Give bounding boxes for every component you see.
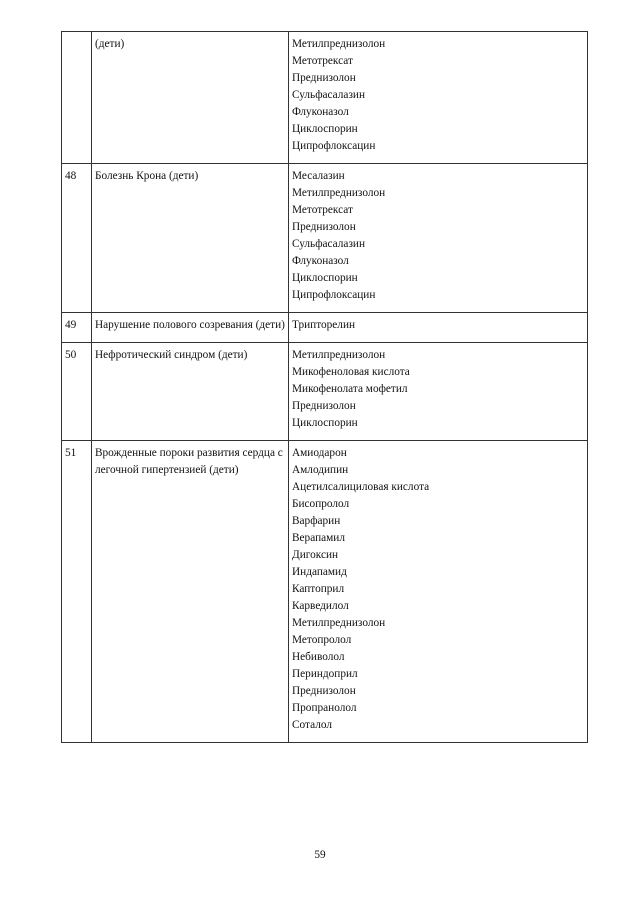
disease-name: Нефротический синдром (дети)	[95, 349, 248, 361]
drug-item: Соталол	[292, 719, 332, 731]
drug-item: Преднизолон	[292, 685, 356, 697]
disease-name: Болезнь Крона (дети)	[95, 170, 199, 182]
drug-item: Циклоспорин	[292, 417, 358, 429]
drug-item: Преднизолон	[292, 72, 356, 84]
row-number-cell	[62, 32, 92, 164]
drug-item: Преднизолон	[292, 400, 356, 412]
table-row	[62, 164, 588, 313]
disease-name: Нарушение полового созревания (дети)	[95, 319, 285, 331]
drug-item: Амлодипин	[292, 464, 349, 476]
disease-name: Врожденные пороки развития сердца с легочной гипертензией (дети)	[95, 447, 283, 476]
drug-item: Амиодарон	[292, 447, 347, 459]
disease-name-cell	[92, 164, 289, 313]
drug-item: Метилпреднизолон	[292, 38, 386, 50]
table-row	[62, 343, 588, 441]
table-row	[62, 32, 588, 164]
row-number-cell	[62, 343, 92, 441]
row-number-cell	[62, 164, 92, 313]
drug-list-cell	[289, 343, 588, 441]
drug-item: Метотрексат	[292, 55, 353, 67]
drug-item: Трипторелин	[292, 319, 356, 331]
drug-item: Микофенолата мофетил	[292, 383, 408, 395]
row-number-cell	[62, 313, 92, 343]
drug-list-table	[61, 31, 588, 743]
drug-item: Метилпреднизолон	[292, 349, 386, 361]
drug-item: Преднизолон	[292, 221, 356, 233]
drug-item: Флуконазол	[292, 255, 349, 267]
row-number: 51	[65, 447, 77, 459]
drug-list-cell	[289, 32, 588, 164]
drug-item: Индапамид	[292, 566, 347, 578]
drug-item: Дигоксин	[292, 549, 339, 561]
disease-name-cell	[92, 313, 289, 343]
drug-item: Пропранолол	[292, 702, 357, 714]
drug-item: Карведилол	[292, 600, 349, 612]
drug-item: Микофеноловая кислота	[292, 366, 410, 378]
drug-item: Метотрексат	[292, 204, 353, 216]
drug-item: Сульфасалазин	[292, 89, 365, 101]
drug-item: Сульфасалазин	[292, 238, 365, 250]
drug-item: Бисопролол	[292, 498, 350, 510]
drug-item: Метилпреднизолон	[292, 187, 386, 199]
table-row	[62, 313, 588, 343]
drug-item: Варфарин	[292, 515, 341, 527]
table-body	[62, 32, 588, 743]
row-number: 48	[65, 170, 77, 182]
disease-name: (дети)	[95, 38, 125, 50]
drug-item: Метилпреднизолон	[292, 617, 386, 629]
row-number: 49	[65, 319, 77, 331]
drug-item: Периндоприл	[292, 668, 358, 680]
page-number: 59	[314, 849, 326, 861]
drug-list-cell	[289, 164, 588, 313]
drug-list-cell	[289, 313, 588, 343]
drug-item: Верапамил	[292, 532, 345, 544]
disease-name-cell	[92, 32, 289, 164]
drug-list-cell	[289, 441, 588, 743]
drug-item: Ацетилсалициловая кислота	[292, 481, 430, 493]
drug-item: Небиволол	[292, 651, 345, 663]
drug-item: Ципрофлоксацин	[292, 289, 376, 301]
drug-item: Циклоспорин	[292, 123, 358, 135]
row-number: 50	[65, 349, 77, 361]
drug-item: Метопролол	[292, 634, 352, 646]
row-number-cell	[62, 441, 92, 743]
drug-item: Флуконазол	[292, 106, 349, 118]
drug-item: Каптоприл	[292, 583, 345, 595]
table-row	[62, 441, 588, 743]
drug-item: Циклоспорин	[292, 272, 358, 284]
disease-name-cell	[92, 343, 289, 441]
drug-item: Ципрофлоксацин	[292, 140, 376, 152]
disease-name-cell	[92, 441, 289, 743]
drug-item: Месалазин	[292, 170, 345, 182]
